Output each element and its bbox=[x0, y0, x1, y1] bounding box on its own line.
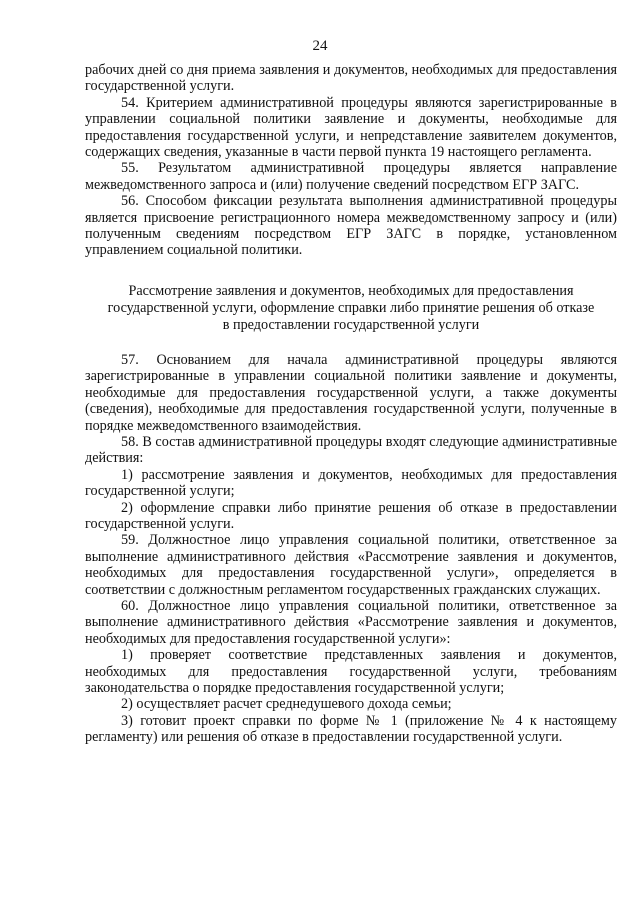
list-item-58-1: 1) рассмотрение заявления и документов, необходимых для предоставления государственной услуги; bbox=[85, 466, 617, 500]
section-heading-line: в предоставлении государственной услуги bbox=[222, 316, 480, 333]
paragraph-57: 57. Основанием для начала административной процедуры являются зарегистрированные в управлении социальной политики заявление и документы, необходимые для предоставления государственной услуги, а также документы (сведения), необходимые для предоставления государственной услуги, полученные в порядке межведомственного взаимодействия. bbox=[85, 351, 617, 434]
section-heading-line: Рассмотрение заявления и документов, необходимых для предоставления bbox=[128, 282, 574, 299]
page-number: 24 bbox=[312, 38, 328, 54]
document-body bbox=[85, 62, 617, 746]
list-item-60-1: 1) проверяет соответствие представленных заявления и документов, необходимых для предоставления государственной услуги, требованиям законодательства о порядке предоставления государственной услуги; bbox=[85, 647, 617, 696]
list-item-58-2: 2) оформление справки либо принятие решения об отказе в предоставлении государственной услуги. bbox=[85, 499, 617, 532]
section-heading-line: государственной услуги, оформление справки либо принятие решения об отказе bbox=[107, 299, 595, 316]
list-item-60-2: 2) осуществляет расчет среднедушевого дохода семьи; bbox=[121, 696, 452, 713]
section-heading bbox=[85, 283, 617, 334]
paragraph-60: 60. Должностное лицо управления социальной политики, ответственное за выполнение административного действия «Рассмотрение заявления и документов, необходимых для предоставления государственной услуги»: bbox=[85, 597, 617, 647]
paragraph-continuation: рабочих дней со дня приема заявления и документов, необходимых для предоставления государственной услуги. bbox=[85, 62, 617, 95]
list-item-60-3: 3) готовит проект справки по форме № 1 (приложение № 4 к настоящему регламенту) или решения об отказе в предоставлении государственной услуги. bbox=[85, 712, 617, 746]
paragraph-58: 58. В состав административной процедуры входят следующие административные действия: bbox=[85, 433, 617, 467]
paragraph-59: 59. Должностное лицо управления социальной политики, ответственное за выполнение административного действия «Рассмотрение заявления и документов, необходимых для предоставления государственной услуги», определяется в соответствии с должностным регламентом государственных гражданских служащих. bbox=[85, 532, 617, 598]
paragraph-55: 55. Результатом административной процедуры является направление межведомственного запроса и (или) получение сведений посредством ЕГР ЗАГС. bbox=[85, 160, 617, 193]
paragraph-54: 54. Критерием административной процедуры являются зарегистрированные в управлении социальной политики заявление и документы, необходимые для предоставления государственной услуги, и непредставление заявителем документов, содержащих сведения, указанные в части первой пункта 19 настоящего регламента. bbox=[85, 94, 617, 161]
paragraph-56: 56. Способом фиксации результата выполнения административной процедуры является присвоение регистрационного номера межведомственному запросу и (или) полученным сведениям посредством ЕГР ЗАГС в порядке, установленном управлением социальной политики. bbox=[85, 193, 617, 259]
